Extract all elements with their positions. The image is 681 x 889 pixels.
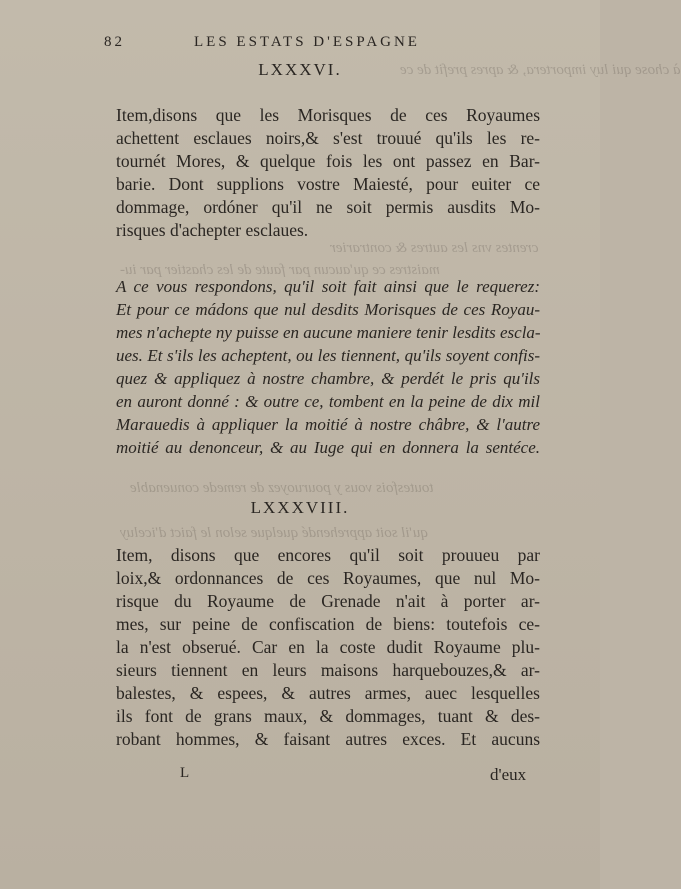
response-line: ues. Et s'ils les acheptent, ou les tiennent, qu'ils soyent confis- [116, 346, 540, 365]
text-line: loix,& ordonnances de ces Royaumes, que nul Mo- [116, 568, 540, 588]
response-line: en auront donné : & outre ce, tombent en la peine de dix mil [116, 392, 540, 411]
response-line: A ce vous respondons, qu'il soit fait ainsi que le requerez: [116, 277, 540, 296]
bleed-through-text: toutesfois vous y pouruoyez de remede conuenable [130, 480, 434, 496]
response-line: quez & appliquez à nostre chambre, & perdét le pris qu'ils [116, 369, 540, 388]
response-line: mes n'achepte ny puisse en aucune maniere tenir lesdits escla- [116, 323, 541, 342]
response-line: Marauedis à appliquer la moitié à nostre châbre, & l'autre [116, 415, 540, 434]
text-line: risque du Royaume de Grenade n'ait à porter ar- [116, 591, 540, 611]
article-text [116, 544, 540, 751]
text-line: ils font de grans maux, & dommages, tuant & des- [116, 706, 540, 726]
royal-response [116, 275, 540, 459]
bleed-through-text: qu'il soit apprehendé quelque selon le faict d'iceluy [120, 525, 428, 541]
text-line: dommage, ordóner qu'il ne soit permis ausdits Mo- [116, 197, 540, 217]
bleed-through-text: crentes vns les autres & contrarier [330, 240, 539, 256]
response-line: Et pour ce mádons que nul desdits Morisques de ces Royau- [116, 300, 540, 319]
catchword: d'eux [490, 765, 527, 784]
text-line: mes, sur peine de confiscation de biens: toutefois ce- [116, 614, 540, 634]
text-line: tournét Mores, & quelque fois les ont passez en Bar- [116, 151, 540, 171]
signature-mark: L [180, 765, 190, 781]
text-line: risques d'achepter esclaues. [116, 220, 309, 240]
bleed-through-text: à chose qui luy importera, & apres prefit de ce [400, 62, 681, 78]
section-heading: LXXXVI. [258, 60, 342, 79]
text-line: balestes, & espees, & autres armes, auec lesquelles [116, 683, 540, 703]
text-line: barie. Dont supplions vostre Maiesté, pour euiter ce [116, 174, 540, 194]
article-text [116, 104, 540, 242]
section-heading: LXXXVIII. [250, 498, 350, 517]
text-line: sieurs tiennent en leurs maisons harquebouzes,& ar- [116, 660, 540, 680]
text-line: robant hommes, & faisant autres exces. Et aucuns [116, 729, 540, 749]
bleed-through-text: maistres ce qu'aucun par faute de les chastier par iu- [120, 262, 440, 278]
text-line: Item, disons que encores qu'il soit prouueu par [116, 545, 540, 565]
page-number: 82 [104, 34, 125, 50]
text-line: achettent esclaues noirs,& s'est trouué qu'ils les re- [116, 128, 540, 148]
text-line: Item,disons que les Morisques de ces Royaumes [116, 105, 540, 125]
response-line: moitié au denonceur, & au Iuge qui en donnera la sentéce. [116, 438, 540, 457]
running-title: LES ESTATS D'ESPAGNE [194, 34, 420, 50]
text-line: la n'est obserué. Car en la coste dudit Royaume plu- [116, 637, 540, 657]
